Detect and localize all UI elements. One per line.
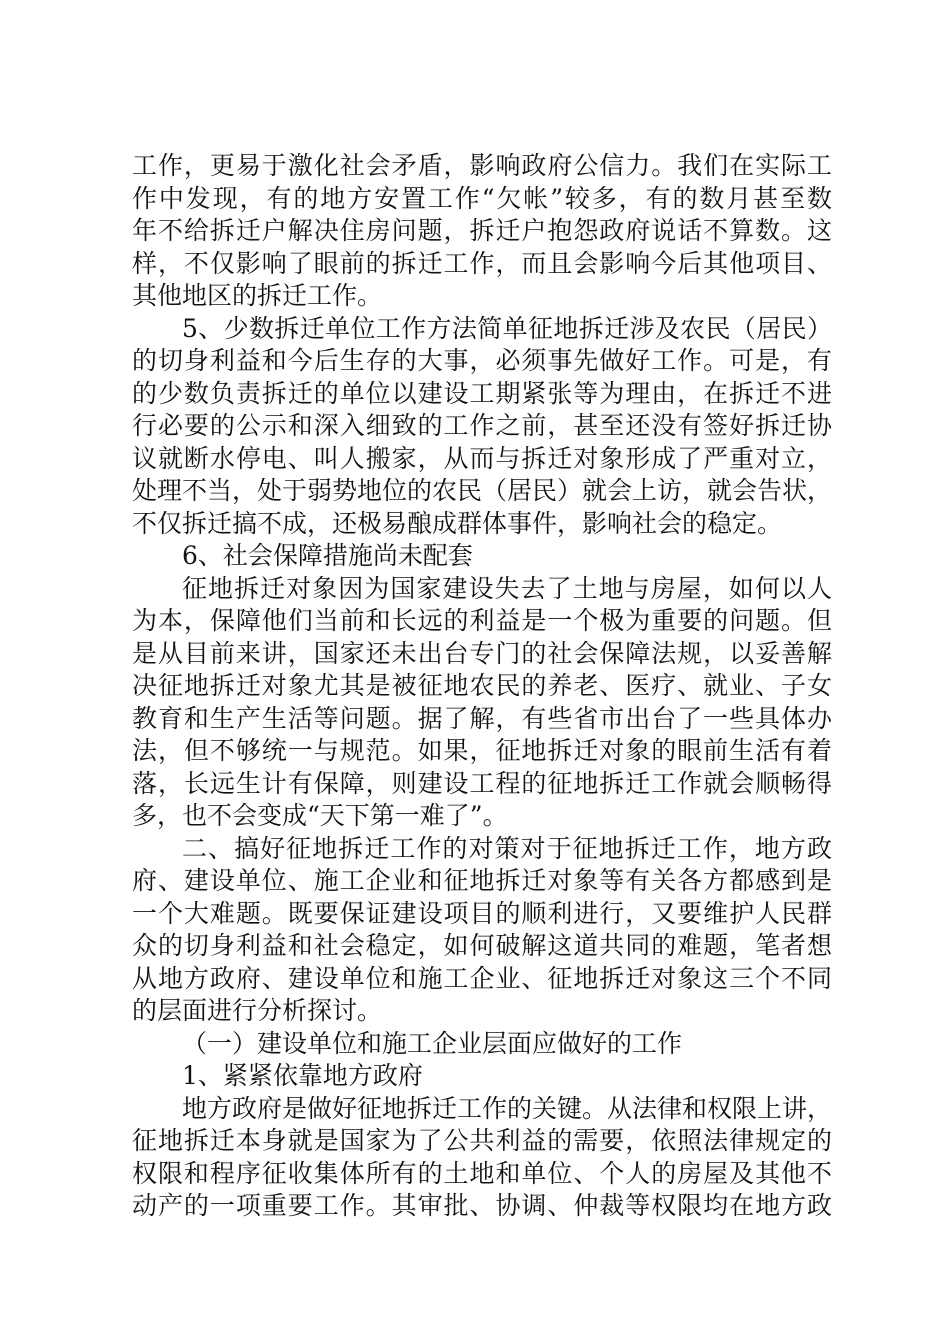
text-line: 1、紧紧依靠地方政府 — [182, 1061, 423, 1090]
text-line: 二、搞好征地拆迁工作的对策对于征地拆迁工作，地方政 — [182, 833, 832, 863]
text-line: 的切身利益和今后生存的大事，必须事先做好工作。可是，有 — [132, 346, 832, 375]
text-line: 工作，更易于激化社会矛盾，影响政府公信力。我们在实际工 — [132, 151, 832, 180]
text-line: 众的切身利益和社会稳定，如何破解这道共同的难题，笔者想 — [132, 931, 832, 960]
text-line: 权限和程序征收集体所有的土地和单位、个人的房屋及其他不 — [132, 1158, 832, 1188]
document-body — [132, 150, 832, 1223]
text-line: 教育和生产生活等问题。据了解，有些省市出台了一些具体办 — [132, 703, 832, 733]
text-line: 决征地拆迁对象尤其是被征地农民的养老、医疗、就业、子女 — [132, 671, 832, 700]
text-line: 多，也不会变成“天下第一难了”。 — [132, 801, 508, 830]
text-line: 为本，保障他们当前和长远的利益是一个极为重要的问题。但 — [132, 606, 832, 635]
text-line: 法，但不够统一与规范。如果，征地拆迁对象的眼前生活有着 — [132, 736, 832, 765]
text-line: 动产的一项重要工作。其审批、协调、仲裁等权限均在地方政 — [132, 1191, 832, 1220]
text-line: 5、少数拆迁单位工作方法简单征地拆迁涉及农民（居民） — [182, 313, 832, 343]
text-line: 的层面进行分析探讨。 — [132, 996, 383, 1025]
text-line: 不仅拆迁搞不成，还极易酿成群体事件，影响社会的稳定。 — [132, 508, 783, 538]
text-line: 行必要的公示和深入细致的工作之前，甚至还没有签好拆迁协 — [132, 411, 832, 440]
text-line: 年不给拆迁户解决住房问题，拆迁户抱怨政府说话不算数。这 — [132, 216, 832, 245]
text-line: 处理不当，处于弱势地位的农民（居民）就会上访，就会告状， — [132, 476, 833, 505]
text-line: 议就断水停电、叫人搬家，从而与拆迁对象形成了严重对立， — [132, 443, 832, 473]
text-line: 从地方政府、建设单位和施工企业、征地拆迁对象这三个不同 — [132, 963, 832, 993]
text-line: 6、社会保障措施尚未配套 — [182, 541, 473, 570]
text-line: 征地拆迁本身就是国家为了公共利益的需要，依照法律规定的 — [132, 1126, 832, 1155]
text-line: 征地拆迁对象因为国家建设失去了土地与房屋，如何以人 — [182, 573, 832, 603]
text-line: 作中发现，有的地方安置工作“欠帐”较多，有的数月甚至数 — [132, 183, 832, 213]
text-line: 地方政府是做好征地拆迁工作的关键。从法律和权限上讲， — [182, 1093, 833, 1123]
text-line: 样，不仅影响了眼前的拆迁工作，而且会影响今后其他项目、 — [132, 248, 832, 278]
text-line: 的少数负责拆迁的单位以建设工期紧张等为理由，在拆迁不进 — [132, 378, 832, 408]
text-line: （一）建设单位和施工企业层面应做好的工作 — [182, 1028, 683, 1058]
text-line: 其他地区的拆迁工作。 — [132, 281, 383, 310]
text-line: 一个大难题。既要保证建设项目的顺利进行，又要维护人民群 — [132, 898, 832, 928]
text-line: 府、建设单位、施工企业和征地拆迁对象等有关各方都感到是 — [132, 866, 832, 895]
text-line: 是从目前来讲，国家还未出台专门的社会保障法规，以妥善解 — [132, 638, 832, 668]
text-line: 落，长远生计有保障，则建设工程的征地拆迁工作就会顺畅得 — [132, 768, 832, 798]
